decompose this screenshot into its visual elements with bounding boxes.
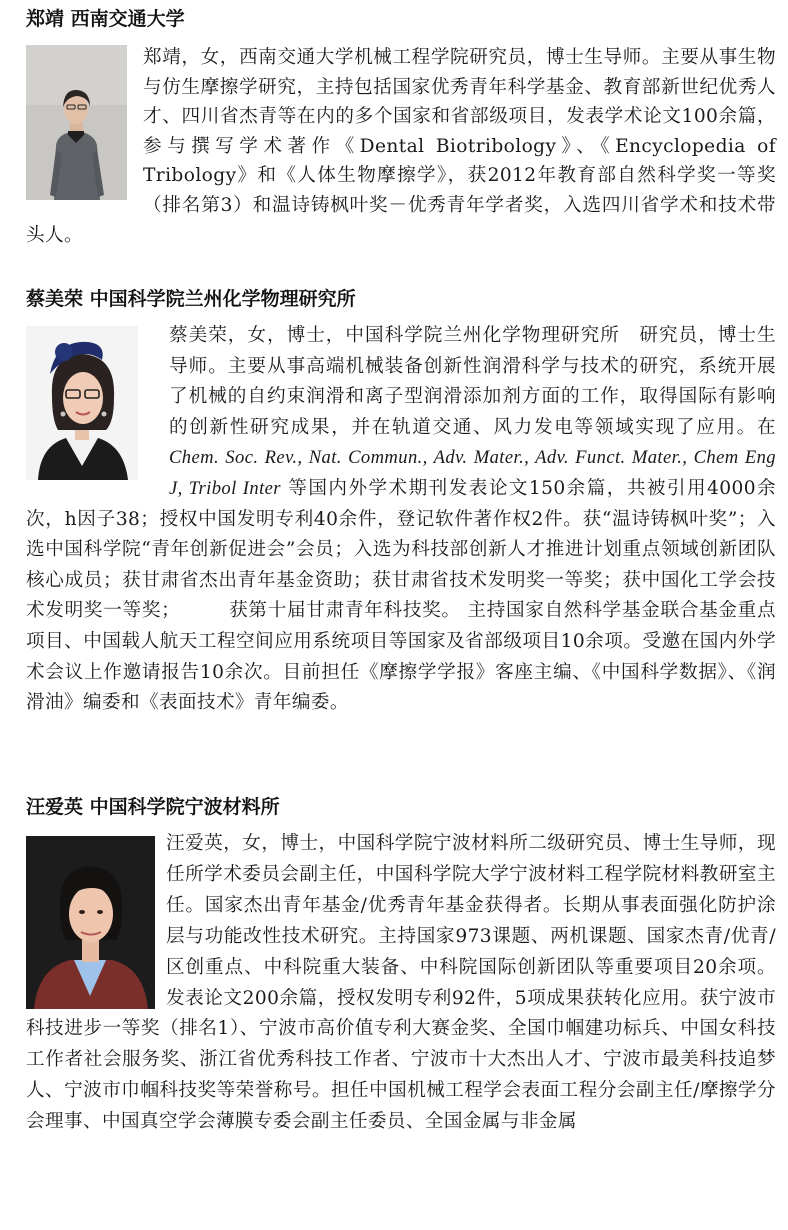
profile-heading-zheng-jing: 郑靖 西南交通大学 — [26, 8, 185, 30]
bio-text: 郑靖，女，西南交通大学机械工程学院研究员，博士生导师。主要从事生物与仿生摩擦学研究，主持包括国家优秀青年科学基金、教育部新世纪优秀人才、四川省杰青等在内的多个国家和省部级项目，发表学术论文100余篇，参与撰写学术著作《Dental Biotribology》、《Encyclopedia of Tribology》和《人体生物摩擦学》，获2012年教育部自然科学奖一等奖（排名第3）和温诗铸枫叶奖－优秀青年学者奖，入选四川省学术和技术带头人。 — [26, 47, 776, 246]
profile-bio-cai-meirong — [26, 321, 776, 719]
profile-heading-wang-aiying: 汪爱英 中国科学院宁波材料所 — [26, 796, 280, 818]
bio-journal-names: Chem. Soc. Rev., Nat. Commun., Adv. Mater., Adv. Funct. Mater., Chem Eng J, Tribol Inter — [169, 447, 776, 499]
bio-text-part-1: 蔡美荣，女，博士，中国科学院兰州化学物理研究所 研究员，博士生导师。主要从事高端机械装备创新性润滑科学与技术的研究，系统开展了机械的自约束润滑和离子型润滑添加剂方面的工作，取得国际有影响的创新性研究成果，并在轨道交通、风力发电等领域实现了应用。在 — [169, 325, 776, 438]
profile-heading-cai-meirong: 蔡美荣 中国科学院兰州化学物理研究所 — [26, 288, 356, 310]
profile-bio-wang-aiying — [26, 829, 776, 1138]
bio-text: 汪爱英，女，博士，中国科学院宁波材料所二级研究员、博士生导师，现任所学术委员会副主任，中国科学院大学宁波材料工程学院材料教研室主任。国家杰出青年基金/优秀青年基金获得者。长期从事表面强化防护涂层与功能改性技术研究。主持国家973课题、两机课题、国家杰青/优青/区创重点、中科院重大装备、中科院国际创新团队等重要项目20余项。发表论文200余篇，授权发明专利92件，5项成果获转化应用。获宁波市科技进步一等奖（排名1）、宁波市高价值专利大赛金奖、全国巾帼建功标兵、中国女科技工作者社会服务奖、浙江省优秀科技工作者、宁波市十大杰出人才、宁波市最美科技追梦人、宁波市巾帼科技奖等荣誉称号。担任中国机械工程学会表面工程分会副主任/摩擦学分会理事、中国真空学会薄膜专委会副主任委员、全国金属与非金属 — [26, 833, 776, 1133]
profile-bio-zheng-jing — [26, 43, 776, 250]
bio-text-part-2: 等国内外学术期刊发表论文150余篇，共被引用4000余次，h因子38；授权中国发明专利40余件，登记软件著作权2件。获“温诗铸枫叶奖”；入选中国科学院“青年创新促进会”会员；入选为科技部创新人才推进计划重点领域创新团队核心成员；获甘肃省杰出青年基金资助；获甘肃省技术发明奖一等奖；获中国化工学会技术发明奖一等奖； 获第十届甘肃青年科技奖。 主持国家自然科学基金联合基金重点项目、中国载人航天工程空间应用系统项目等国家及省部级项目10余项。受邀在国内外学术会议上作邀请报告10余次。目前担任《摩擦学学报》客座主编、《中国科学数据》、《润滑油》编委和《表面技术》青年编委。 — [26, 477, 776, 714]
